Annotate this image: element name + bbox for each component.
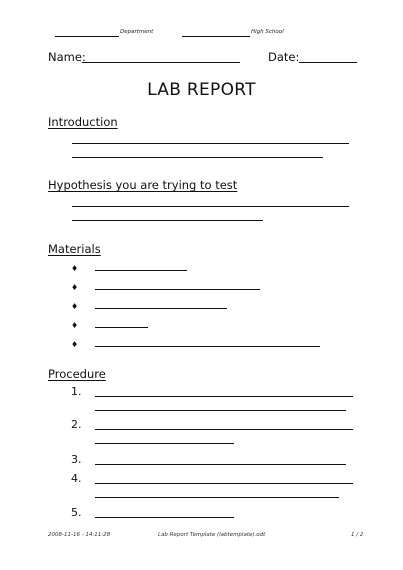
materials-line-2[interactable] xyxy=(95,289,260,290)
section-introduction: Introduction xyxy=(48,115,118,129)
materials-bullet-icon: ♦ xyxy=(71,302,79,311)
materials-bullet-icon: ♦ xyxy=(71,283,79,292)
section-hypothesis: Hypothesis you are trying to test xyxy=(48,178,238,192)
materials-bullet-icon: ♦ xyxy=(71,321,79,330)
procedure-2-line-1[interactable] xyxy=(95,429,353,430)
materials-line-1[interactable] xyxy=(95,270,187,271)
introduction-line-1[interactable] xyxy=(72,143,349,144)
hypothesis-line-2[interactable] xyxy=(72,220,263,221)
section-materials: Materials xyxy=(48,242,101,256)
section-procedure: Procedure xyxy=(48,367,106,381)
date-label: Date: xyxy=(268,50,300,64)
procedure-number: 5. xyxy=(71,506,82,519)
procedure-number: 2. xyxy=(71,418,82,431)
procedure-number: 3. xyxy=(71,453,82,466)
procedure-number: 1. xyxy=(71,385,82,398)
school-blank[interactable] xyxy=(182,36,250,37)
date-field[interactable] xyxy=(299,62,357,63)
footer-doc-title: Lab Report Template (labtemplate).odt xyxy=(158,532,266,538)
footer-page-number: 1 / 2 xyxy=(351,532,364,538)
name-label: Name: xyxy=(48,50,86,64)
introduction-line-2[interactable] xyxy=(72,157,323,158)
procedure-number: 4. xyxy=(71,472,82,485)
school-label: High School xyxy=(251,29,284,35)
hypothesis-line-1[interactable] xyxy=(72,206,349,207)
materials-line-3[interactable] xyxy=(95,308,227,309)
procedure-4-line-1[interactable] xyxy=(95,483,353,484)
procedure-2-line-2[interactable] xyxy=(95,443,234,444)
procedure-4-line-2[interactable] xyxy=(95,497,339,498)
page-title: LAB REPORT xyxy=(147,80,256,100)
footer-timestamp: 2008-11-16 - 14:11:28 xyxy=(48,532,111,538)
procedure-3-line-1[interactable] xyxy=(95,464,346,465)
materials-bullet-icon: ♦ xyxy=(71,340,79,349)
materials-line-4[interactable] xyxy=(95,327,148,328)
procedure-5-line-1[interactable] xyxy=(95,517,234,518)
procedure-1-line-2[interactable] xyxy=(95,410,346,411)
department-label: Department xyxy=(120,29,154,35)
name-field[interactable] xyxy=(82,62,240,63)
materials-line-5[interactable] xyxy=(95,346,320,347)
procedure-1-line-1[interactable] xyxy=(95,396,353,397)
department-blank[interactable] xyxy=(55,36,119,37)
materials-bullet-icon: ♦ xyxy=(71,264,79,273)
